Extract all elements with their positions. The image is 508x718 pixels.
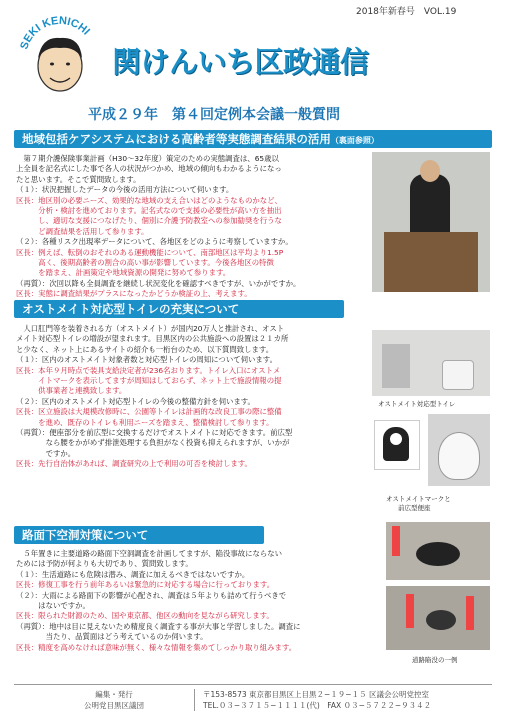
section3-line: 区長：修復工事を行う前年あるいは緊急的に対応する場合に行っております。	[16, 580, 275, 590]
caption-mark-1: オストメイトマークと	[386, 495, 451, 503]
sinkhole-photo-2	[386, 586, 490, 650]
section3-line: 区長：精度を高めなければ意味が無く、様々な情報を集めてしっかり取り組みます。	[16, 642, 297, 652]
section2-line: 供事業者と連携致します。	[16, 386, 127, 396]
section2-line: 人口肛門等を装着される方（オストメイト）が国内20万人と推計され、オスト	[16, 324, 285, 333]
section2-heading	[14, 300, 344, 318]
section2-line: 区長：本年９月時点で装具支給決定者が236名おります。トイレ入口にオストメ	[16, 365, 281, 375]
section2-body	[16, 324, 292, 470]
section2-line: ですか。	[16, 448, 76, 458]
section2-heading-text: オストメイト対応型トイレの充実について	[22, 302, 240, 316]
section1-line: 上全員を記名式にした事で各人の状況がつかめ、地域の傾向もわかるようになっ	[16, 164, 282, 174]
footer	[14, 684, 492, 715]
section1-heading-note: （裏面参照）	[330, 136, 379, 145]
section1-line: 区長：実態に調査結果がプラスになったかどうか検証の上、考えます。	[16, 289, 252, 299]
section3-heading-text: 路面下空洞対策について	[22, 528, 149, 542]
footer-contact: TEL.０３−３７１５−１１１１(代) FAX ０３−５７２２−９３４２	[203, 701, 432, 710]
section1-line: 分析・検討を進めております。記名式なので支援の必要性が高い方を抽出	[16, 206, 282, 216]
section3-line: （１）：生活道路にも危険は潜み、調査に加えるべきではないですか。	[16, 569, 250, 579]
sinkhole-photo-1	[386, 522, 490, 580]
section1-line: （１）：状況把握したデータの今後の活用方法について伺います。	[16, 185, 234, 195]
section3-line: 当たり、品質面はどう考えているのか伺います。	[16, 632, 208, 642]
section3-line: ５年置きに主要道路の路面下空洞調査を計画してますが、陥没事故にならない	[16, 549, 283, 558]
section1-line: たと思います。そこで質問致します。	[16, 174, 141, 184]
masthead-title: 関けんいち区政通信	[112, 45, 369, 79]
caption-toilet: オストメイト対応型トイレ	[378, 400, 456, 408]
section1-line: （再質）：次回以降も全員調査を継続し状況変化を確認すべきですが、いかがですか。	[16, 278, 301, 288]
section1-body	[16, 154, 300, 300]
section2-line: （２）：区内のオストメイト対応型トイレの今後の整備方針を伺います。	[16, 396, 255, 406]
front-wide-seat-photo	[428, 414, 490, 486]
section2-line: 区長：区立施設は大規模改修時に、公園等トイレは計画的な改良工事の際に整備	[16, 407, 282, 417]
section1-line: （２）：各種リスク出現率データについて、各地区をどのように考察していますか。	[16, 237, 293, 247]
toilet-photo	[372, 330, 490, 396]
footer-publisher: 公明党目黒区議団	[84, 701, 144, 710]
section3-body	[16, 549, 301, 653]
section2-line: （再質）：便座部分を前広型に交換するだけでオストメイトに対応できます。前広型	[16, 428, 293, 438]
section3-line: （再質）：地中は目に見えないため精度良く調査する事が大事と学習しました。調査に	[16, 621, 301, 631]
section1-line: 高く、後期高齢者の割合の高い事が影響しています。今後各地区の特徴	[16, 258, 274, 268]
section1-line: ど調査結果を活用して参ります。	[16, 226, 149, 236]
logo	[14, 14, 106, 94]
section2-line: と少なく、ネット上にあるサイトの紹介も一桁台のため、以下質問致します。	[16, 344, 274, 354]
section3-line: 区長：限られた財源のため、国や東京都、他区の動向を見ながら研究します。	[16, 611, 274, 621]
caption-mark-2: 前広型便座	[398, 504, 431, 512]
caption-sinkhole: 道路陥没の一例	[412, 656, 458, 664]
subtitle: 平成２９年 第４回定例本会議一般質問	[88, 107, 340, 123]
section3-line: はないですか。	[16, 601, 90, 611]
footer-editor-label: 編集・発行	[95, 690, 133, 699]
section1-line: 区長：地区別の必要ニーズ、効果的な地域の支え合いはどのようなものかなど、	[16, 195, 282, 205]
footer-address: 〒153-8573 東京都目黒区上目黒２−１９−１５ 区議会公明党控室	[203, 690, 429, 699]
section1-heading-text: 地域包括ケアシステムにおける高齢者等実態調査結果の活用	[22, 132, 331, 146]
section3-line: ためには予防が何よりも大切であり、質問致します。	[16, 559, 193, 569]
section3-heading	[14, 526, 264, 544]
section2-line: なら腰をかがめず排泄処理する負担がなく投資も抑えられますが、いかが	[16, 438, 290, 448]
section1-line: を踏まえ、計画策定や地域資源の開発に努めて参ります。	[16, 268, 231, 278]
section1-line: 区長：例えば、転倒のおそれのある運動機能について、南部地区は平均より1.5P	[16, 247, 284, 257]
assembly-photo	[372, 152, 490, 292]
section2-line: メイト対応型トイレの増設が望まれます。目黒区内の公共施設への設置は２１カ所	[16, 334, 289, 344]
section2-line: 区長：先行自治体があれば、調査研究の上で利用の可否を検討します。	[16, 459, 252, 469]
section1-heading	[14, 130, 492, 148]
section3-line: （２）：大雨による路面下の影響が心配され、調査は５年よりも詰めて行うべきで	[16, 590, 287, 600]
logo-text: SEKI KENICHI	[18, 14, 92, 52]
issue-label: 2018年新春号 VOL.19	[356, 7, 457, 17]
section2-line: （１）：区内のオストメイト対象者数と対応型トイレの周知について伺います。	[16, 355, 277, 365]
section2-line: を進め、既存のトイレも利用ニーズを踏まえ、整備検討して参ります。	[16, 417, 274, 427]
section2-line: イトマークを表示してますが周知はしておらず、ネット上で施設情報の提	[16, 376, 282, 386]
section1-line: し、適切な支援につなげたり、個別に介護予防教室への参加勧奨を行うな	[16, 216, 282, 226]
ostomate-mark	[374, 420, 420, 470]
section1-line: 第７期介護保険事業計画（H30〜32年度）策定のための実態調査は、65歳以	[16, 154, 279, 163]
